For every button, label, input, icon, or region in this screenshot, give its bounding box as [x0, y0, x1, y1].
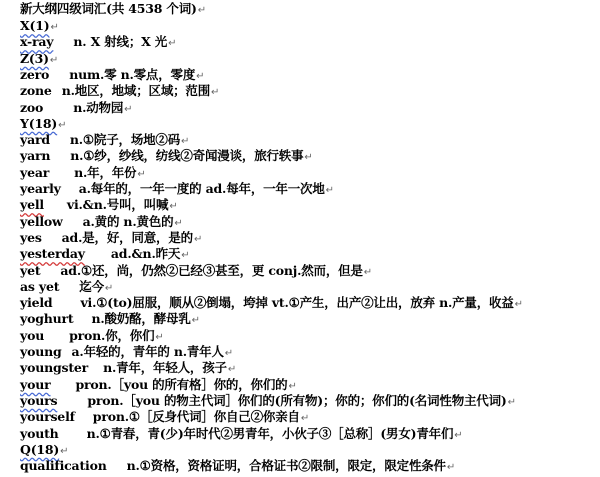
- entry-line: [20, 17, 59, 35]
- entry-word: yarn: [20, 148, 51, 164]
- entry-line: [20, 376, 297, 394]
- entry-line: [20, 99, 132, 117]
- paragraph-mark-icon: ↵: [325, 185, 334, 196]
- entry-line: [20, 262, 372, 280]
- entry-definition: pron.［you 的物主代词］你们的(所有物)；你的；你们的(名词性物主代词): [87, 392, 507, 408]
- entry-line: [20, 131, 189, 149]
- entry-word: youth: [20, 425, 59, 441]
- entry-line: [20, 82, 219, 100]
- paragraph-mark-icon: ↵: [155, 331, 164, 343]
- paragraph-mark-icon: ↵: [191, 315, 200, 327]
- entry-word: yellow: [20, 213, 63, 229]
- paragraph-mark-icon: ↵: [104, 282, 114, 294]
- paragraph-mark-icon: ↵: [224, 348, 233, 359]
- paragraph-mark-icon: ↵: [288, 380, 297, 392]
- paragraph-mark-icon: ↵: [50, 22, 59, 33]
- entry-word: yearly: [20, 181, 61, 196]
- paragraph-mark-icon: ↵: [181, 136, 190, 148]
- entry-line: [20, 115, 66, 133]
- document-title: [20, 0, 206, 18]
- entry-definition: n.①纱，纱线，纺线②奇闻漫谈，旅行轶事: [70, 148, 304, 164]
- entry-word: yard: [20, 132, 50, 148]
- paragraph-mark-icon: ↵: [58, 119, 67, 131]
- entry-definition: vi.&n.号叫，叫喊: [66, 197, 169, 213]
- entry-line: [20, 408, 309, 426]
- entry-line: [20, 327, 164, 345]
- entry-word: your: [20, 376, 51, 392]
- paragraph-mark-icon: ↵: [168, 38, 177, 50]
- entry-definition: pron.①［反身代词］你自己②你亲自: [92, 409, 300, 425]
- entry-word: yet: [20, 262, 41, 278]
- entry-line: [20, 245, 189, 263]
- entry-definition: n. X 射线；X 光: [73, 34, 168, 50]
- entry-definition: 迄今: [79, 278, 104, 294]
- paragraph-mark-icon: ↵: [169, 201, 178, 213]
- entry-word: Z(3): [20, 50, 49, 66]
- entry-word: yes: [20, 229, 42, 245]
- paragraph-mark-icon: ↵: [197, 5, 206, 16]
- entry-definition: a.黄的 n.黄色的: [82, 213, 174, 229]
- entry-definition: n.①院子，场地②码: [69, 132, 181, 148]
- entry-definition: n.地区，地域；区域；范围: [61, 83, 211, 99]
- entry-line: [20, 441, 68, 459]
- entry-line: [20, 147, 313, 165]
- entry-word: zone: [20, 83, 52, 99]
- entry-word: yesterday: [20, 246, 85, 262]
- entry-word: yoghurt: [20, 311, 74, 327]
- entry-definition: a.每年的，一年一度的 ad.每年，一年一次地: [78, 181, 325, 196]
- entry-word: Y(18): [20, 115, 58, 131]
- paragraph-mark-icon: ↵: [49, 54, 59, 66]
- entry-line: [20, 392, 516, 410]
- entry-definition: n.①资格，资格证明，合格证书②限制，限定，限定性条件: [126, 458, 446, 474]
- paragraph-mark-icon: ↵: [446, 462, 456, 474]
- entry-definition: pron.［you 的所有格］你的，你们的: [75, 376, 288, 392]
- entry-definition: vi.①(to)屈服，顺从②倒塌，垮掉 vt.①产生，出产②让出，放弃 n.产量，收益: [80, 295, 514, 311]
- entry-word: zoo: [20, 99, 44, 115]
- paragraph-mark-icon: ↵: [181, 250, 190, 262]
- entry-word: yell: [20, 197, 44, 213]
- entry-line: [20, 196, 178, 214]
- paragraph-mark-icon: ↵: [304, 152, 313, 164]
- entry-definition: n.动物园: [73, 99, 124, 115]
- entry-line: [20, 359, 236, 377]
- entry-word: as yet: [20, 278, 60, 294]
- entry-definition: n.年，年份: [74, 164, 137, 180]
- paragraph-mark-icon: ↵: [124, 103, 133, 115]
- entry-definition: n.酸奶酪，酵母乳: [91, 311, 191, 327]
- entry-line: [20, 310, 200, 328]
- entry-line: [20, 180, 334, 198]
- entry-definition: a.年轻的，青年的 n.青年人: [71, 344, 224, 359]
- entry-definition: ad.①还，尚，仍然②已经③甚至，更 conj.然而，但是: [60, 262, 363, 278]
- entry-word: yours: [20, 392, 58, 408]
- entry-word: qualification: [20, 458, 107, 474]
- entry-definition: pron.你，你们: [69, 327, 155, 343]
- paragraph-mark-icon: ↵: [211, 87, 220, 99]
- entry-line: [20, 66, 204, 84]
- paragraph-mark-icon: ↵: [193, 233, 203, 245]
- entry-line: [20, 294, 523, 312]
- entry-line: [20, 164, 146, 182]
- paragraph-mark-icon: ↵: [137, 168, 146, 180]
- entry-line: [20, 213, 183, 231]
- paragraph-mark-icon: ↵: [363, 266, 372, 278]
- entry-definition: ad.&n.昨天: [110, 246, 181, 262]
- paragraph-mark-icon: ↵: [174, 217, 183, 229]
- entry-line: [20, 50, 58, 68]
- paragraph-mark-icon: ↵: [60, 445, 69, 457]
- entry-word: year: [20, 164, 50, 180]
- title-text: 新大纲四级词汇(共 4538 个词): [20, 1, 197, 16]
- paragraph-mark-icon: ↵: [227, 364, 237, 376]
- paragraph-mark-icon: ↵: [300, 413, 309, 425]
- paragraph-mark-icon: ↵: [514, 299, 523, 311]
- entry-word: zero: [20, 66, 50, 82]
- entry-word: youngster: [20, 360, 89, 376]
- entry-line: [20, 343, 233, 361]
- entry-definition: n.①青春，青(少)年时代②男青年，小伙子③［总称］(男女)青年们: [86, 425, 454, 441]
- entry-word: yield: [20, 295, 53, 311]
- paragraph-mark-icon: ↵: [454, 429, 463, 441]
- entry-line: [20, 425, 462, 443]
- entry-word: Q(18): [20, 441, 60, 457]
- entry-word: young: [20, 344, 62, 359]
- paragraph-mark-icon: ↵: [196, 70, 205, 82]
- entry-word: yourself: [20, 409, 75, 425]
- entry-word: X(1): [20, 18, 50, 33]
- entry-word: x-ray: [20, 34, 54, 50]
- entry-line: [20, 33, 176, 51]
- entry-line: [20, 229, 202, 247]
- entry-definition: n.青年，年轻人，孩子: [103, 360, 227, 376]
- entry-word: you: [20, 327, 45, 343]
- entry-definition: ad.是，好，同意，是的: [61, 229, 193, 245]
- entry-line: [20, 457, 455, 475]
- paragraph-mark-icon: ↵: [507, 396, 516, 408]
- entry-line: [20, 278, 113, 296]
- entry-definition: num.零 n.零点，零度: [69, 66, 196, 82]
